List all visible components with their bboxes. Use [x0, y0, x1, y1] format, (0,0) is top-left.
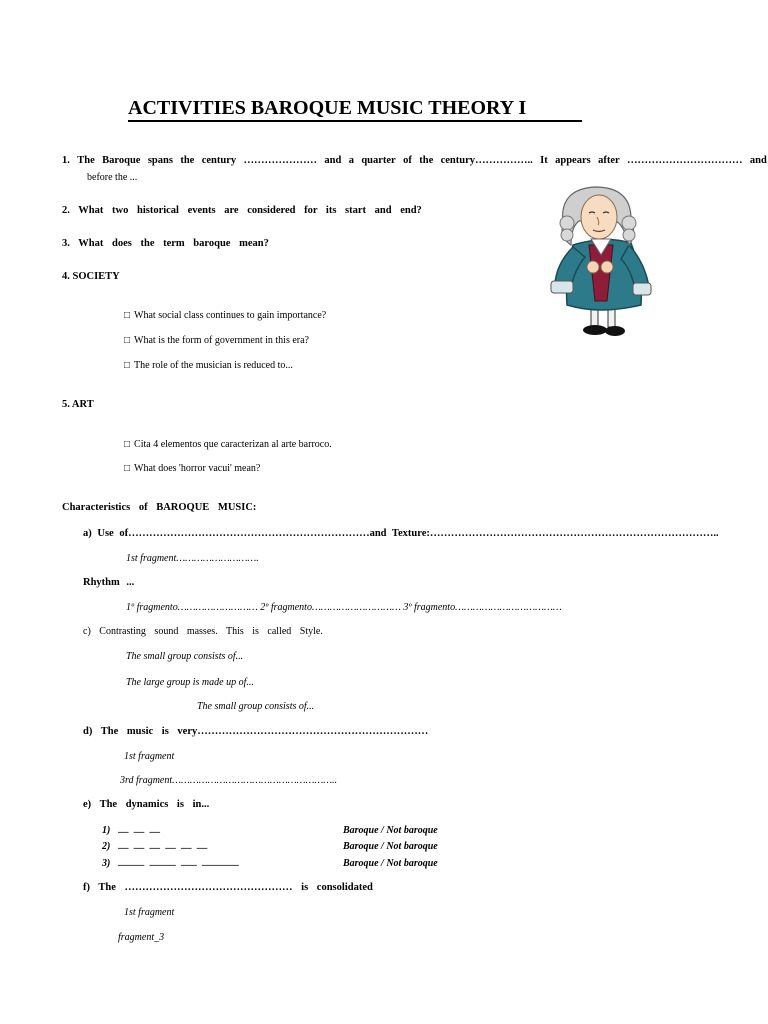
question-1-word: and [749, 155, 767, 166]
fragment-line: 1st fragment [124, 751, 175, 762]
question-5-heading: 5. ART [62, 399, 94, 410]
dynamics-row-answer: Baroque / Not baroque [343, 858, 438, 869]
rhythm-label: Rhythm ... [83, 577, 135, 588]
rhythm-fragments: 1º fragmento……………………… 2º fragmento………………………… 3º fragmento……………………………… [126, 602, 562, 613]
question-1-word: and [324, 155, 342, 166]
dynamics-row-answer: Baroque / Not baroque [343, 841, 438, 852]
dynamics-row-number: 3) [102, 858, 111, 869]
question-1-word: 1. [62, 155, 70, 166]
page-title: ACTIVITIES BAROQUE MUSIC THEORY I [128, 97, 582, 122]
characteristic-d: d) The music is very………………………………………………………… [83, 726, 429, 737]
question-1-word: appears [555, 155, 591, 166]
characteristic-c: c) Contrasting sound masses. This is called Style. [83, 626, 323, 637]
dynamics-row-answer: Baroque / Not baroque [343, 825, 438, 836]
question-1 [62, 155, 767, 166]
dynamics-row-number: 2) [102, 841, 111, 852]
question-4-heading: 4. SOCIETY [62, 271, 120, 282]
question-1-word: after [598, 155, 620, 166]
dynamics-row-blanks: __ __ __ [118, 823, 160, 834]
dynamics-row-blanks: __ __ __ __ __ __ [118, 839, 208, 850]
question-2: 2. What two historical events are considered for its start and end? [62, 205, 422, 216]
art-item: □ What does 'horror vacui' mean? [124, 463, 260, 474]
large-group-line: The large group is made up of... [126, 677, 254, 688]
society-item: □ What social class continues to gain importance? [124, 310, 326, 321]
question-1-word: spans [147, 155, 173, 166]
society-item: □ What is the form of government in this era? [124, 335, 309, 346]
society-item: □ The role of the musician is reduced to... [124, 360, 293, 371]
question-1-word: the [180, 155, 195, 166]
question-1-word: The [77, 155, 95, 166]
small-group-line: The small group consists of... [126, 651, 244, 662]
question-1-word: the [419, 155, 434, 166]
question-1-word: It [540, 155, 548, 166]
question-1-continuation: before the ... [87, 172, 138, 183]
question-3: 3. What does the term baroque mean? [62, 238, 269, 249]
question-1-word: …………………………… [627, 155, 743, 166]
question-1-word: quarter [361, 155, 396, 166]
composer-illustration [545, 183, 653, 341]
characteristics-heading: Characteristics of BAROQUE MUSIC: [62, 502, 257, 513]
question-1-word: a [348, 155, 354, 166]
question-1-word: century…………….. [440, 155, 533, 166]
fragment-line: 3rd fragment……………………………………………….. [120, 775, 338, 786]
characteristic-f: f) The ………………………………………… is consolidated [83, 882, 373, 893]
question-1-word: Baroque [102, 155, 141, 166]
small-group-line-2: The small group consists of... [197, 701, 315, 712]
question-1-word: century [201, 155, 237, 166]
question-1-word: of [403, 155, 412, 166]
dynamics-row-number: 1) [102, 825, 111, 836]
characteristic-a: a) Use of……………………………………………………………and Texture:……………………………………………………………………….. [83, 528, 719, 539]
fragment-line: 1st fragment………………………. [126, 553, 259, 564]
question-1-word: ………………… [243, 155, 317, 166]
art-item: □ Cita 4 elementos que caracterizan al arte barroco. [124, 439, 332, 450]
fragment-line: 1st fragment [124, 907, 175, 918]
dynamics-row-blanks: _____ _____ ___ _______ [118, 856, 239, 867]
fragment-line: fragment_3 [118, 932, 165, 943]
characteristic-e: e) The dynamics is in... [83, 799, 210, 810]
